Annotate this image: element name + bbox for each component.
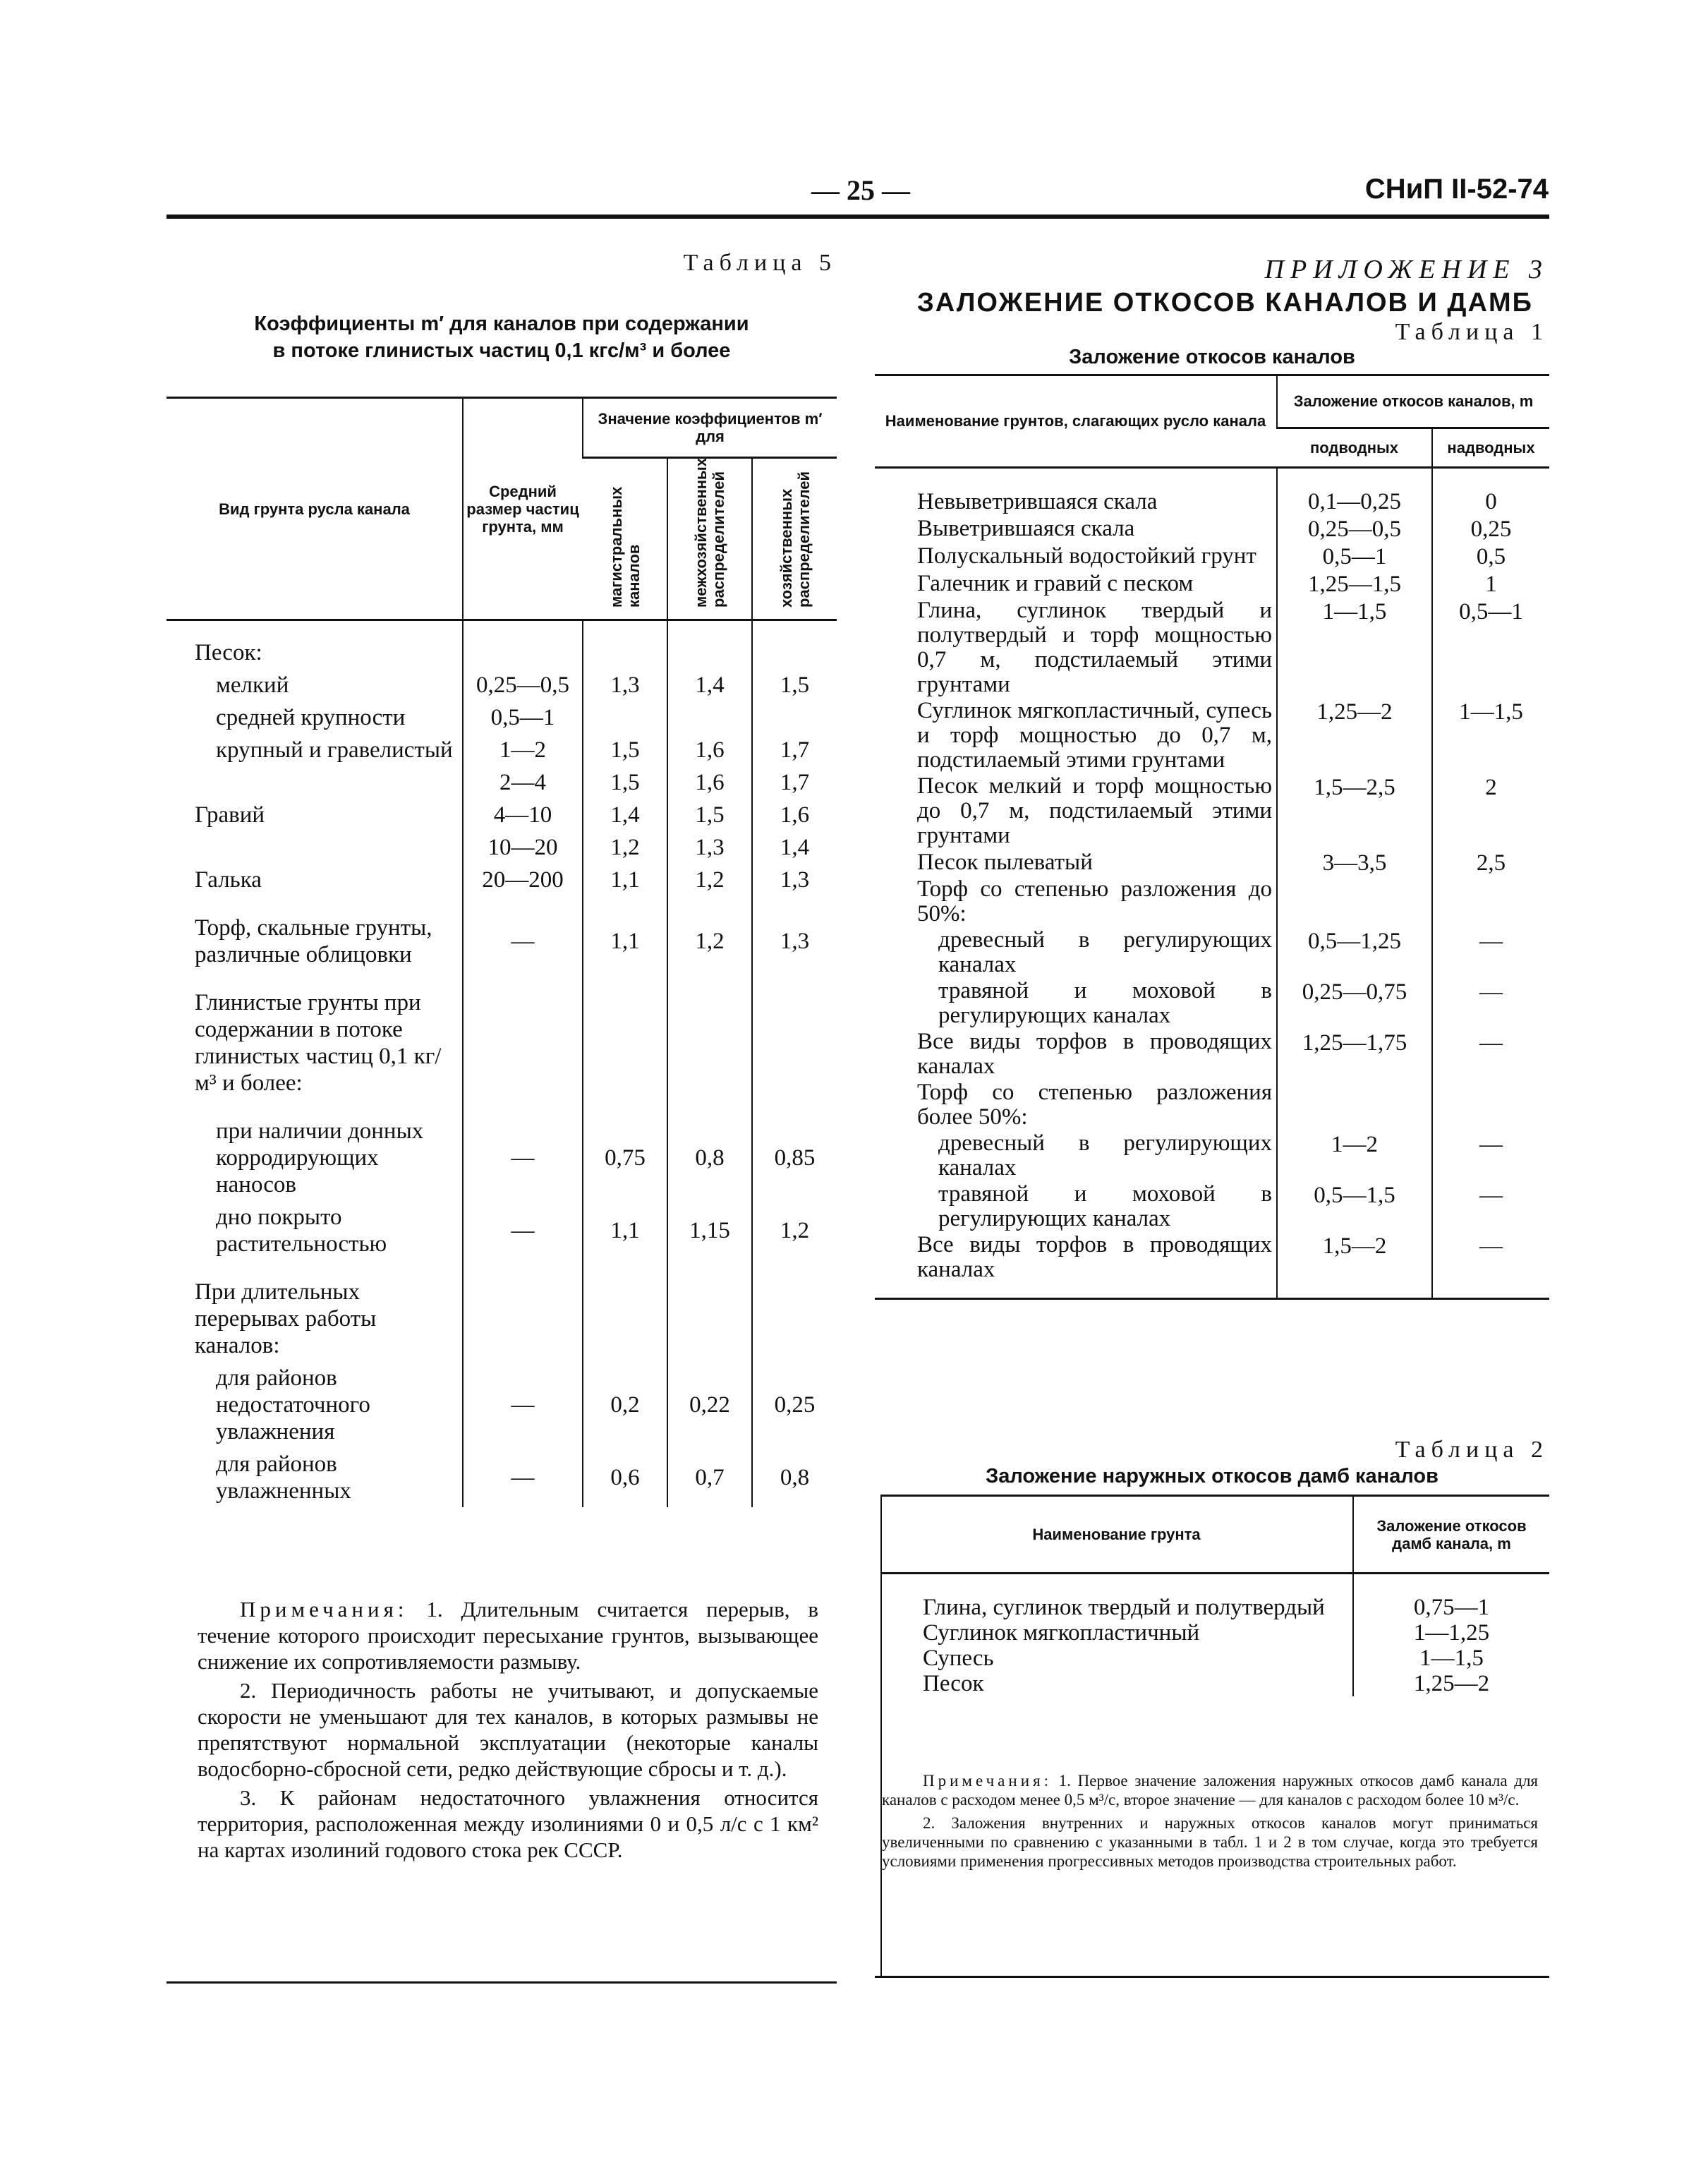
row-coef-farm: 0,8	[752, 1448, 837, 1507]
row-coef-inter	[667, 971, 752, 1099]
page-number: — 25 —	[811, 174, 910, 206]
row-above-water: 2	[1432, 773, 1549, 849]
table-row	[166, 971, 837, 1099]
row-above-water: —	[1432, 1029, 1549, 1080]
table1-label: Таблица 1	[1395, 319, 1549, 345]
row-particle-size: —	[463, 1201, 583, 1260]
table-row	[875, 876, 1549, 927]
table2-notes	[882, 1771, 1538, 1875]
row-above-water: —	[1432, 1130, 1549, 1181]
row-coef-farm: 1,4	[752, 831, 837, 864]
table-row	[166, 766, 837, 799]
row-soil-name: Выветрившаяся скала	[917, 516, 1135, 541]
col-underwater: подводных	[1277, 428, 1432, 468]
row-particle-size: —	[463, 1099, 583, 1201]
table5-notes	[198, 1596, 818, 1866]
row-coef-main	[583, 701, 667, 734]
table-row	[875, 978, 1549, 1029]
row-soil-name: травяной и моховой в регулирующих каналах	[938, 978, 1272, 1028]
table5-title-line2: в потоке глинистых частиц 0,1 кгс/м³ и более	[272, 339, 731, 362]
row-soil-name: Все виды торфов в проводящих каналах	[917, 1029, 1272, 1079]
row-underwater: 1,25—1,5	[1277, 570, 1432, 598]
row-coef-inter	[667, 701, 752, 734]
row-underwater: 1—2	[1277, 1130, 1432, 1181]
row-coef-farm	[752, 971, 837, 1099]
table-row	[166, 896, 837, 971]
row-soil-name: средней крупности	[216, 705, 406, 730]
note-2: 2. Периодичность работы не учитывают, и допускаемые скорости не уменьшают для тех каналов, в которых размывы не препятствуют нормальной эксплуатации (некоторые каналы водосборно-сбросной сети, редко действующие сбросы и т. д.).	[198, 1678, 818, 1781]
row-soil-name: древесный в регулирующих каналах	[938, 927, 1272, 977]
row-above-water: 0,5	[1432, 543, 1549, 570]
row-particle-size: 0,5—1	[463, 701, 583, 734]
row-soil-name: Галечник и гравий с песком	[917, 571, 1194, 596]
row-above-water: —	[1432, 927, 1549, 978]
row-above-water	[1432, 876, 1549, 927]
row-soil-name: мелкий	[216, 672, 289, 698]
row-coef-farm: 0,25	[752, 1362, 837, 1448]
left-bottom-rule	[166, 1981, 837, 1984]
col-main-canals: магистральных каналов	[583, 458, 667, 620]
row-soil-name	[166, 831, 463, 864]
table5-title	[166, 310, 837, 364]
table-row	[166, 864, 837, 896]
row-underwater: 1,5—2,5	[1277, 773, 1432, 849]
row-coef-farm: 1,5	[752, 669, 837, 701]
col-soil: Наименование грунта	[880, 1496, 1353, 1574]
row-dam-slope: 1—1,25	[1353, 1620, 1549, 1646]
row-soil-name: крупный и гравелистый	[216, 737, 453, 763]
row-underwater: 0,25—0,5	[1277, 515, 1432, 543]
row-particle-size: —	[463, 1362, 583, 1448]
row-particle-size	[463, 1260, 583, 1362]
table-row	[880, 1620, 1549, 1646]
col-coef-group: Значение коэффициентов m′ для	[583, 398, 837, 458]
table1	[875, 374, 1549, 1300]
table-row	[875, 543, 1549, 570]
row-coef-main	[583, 1260, 667, 1362]
row-dam-slope: 0,75—1	[1353, 1574, 1549, 1621]
col-soil-type: Вид грунта русла канала	[166, 398, 463, 620]
row-coef-farm: 1,3	[752, 864, 837, 896]
table-row	[880, 1574, 1549, 1621]
row-underwater: 1—1,5	[1277, 598, 1432, 698]
row-coef-main: 1,4	[583, 799, 667, 831]
table-row	[880, 1646, 1549, 1671]
row-soil-name: При длительных перерывах работы каналов:	[195, 1279, 377, 1358]
row-coef-farm	[752, 620, 837, 670]
row-particle-size: 1—2	[463, 734, 583, 766]
row-underwater: 3—3,5	[1277, 849, 1432, 876]
row-coef-main: 0,75	[583, 1099, 667, 1201]
row-coef-inter: 0,8	[667, 1099, 752, 1201]
row-soil-name: для районов увлажненных	[216, 1451, 351, 1504]
row-coef-farm: 0,85	[752, 1099, 837, 1201]
row-soil-name: Гравий	[195, 802, 265, 828]
table-row	[166, 1099, 837, 1201]
row-underwater: 0,5—1	[1277, 543, 1432, 570]
row-coef-inter: 0,7	[667, 1448, 752, 1507]
row-coef-inter: 1,6	[667, 766, 752, 799]
table-row	[875, 927, 1549, 978]
row-coef-inter: 1,3	[667, 831, 752, 864]
row-particle-size: 4—10	[463, 799, 583, 831]
row-particle-size: 2—4	[463, 766, 583, 799]
row-coef-farm: 1,7	[752, 766, 837, 799]
row-coef-inter: 1,15	[667, 1201, 752, 1260]
row-underwater: 1,25—1,75	[1277, 1029, 1432, 1080]
table1-title: Заложение откосов каналов	[1069, 346, 1355, 368]
table-row	[166, 701, 837, 734]
row-particle-size: 0,25—0,5	[463, 669, 583, 701]
row-soil-name: при наличии донных корродирующих наносов	[216, 1118, 424, 1197]
table-row	[875, 515, 1549, 543]
table-row	[166, 620, 837, 670]
row-coef-main	[583, 971, 667, 1099]
row-soil-name: Суглинок мягкопластичный, супесь и торф мощностью до 0,7 м, подстилаемый этими грунтами	[917, 698, 1272, 773]
row-coef-farm	[752, 1260, 837, 1362]
table2	[880, 1495, 1549, 1696]
row-soil-name: Глина, суглинок твердый и полутвердый	[923, 1595, 1325, 1620]
row-soil-name: Суглинок мягкопластичный	[923, 1620, 1200, 1646]
table-row	[875, 773, 1549, 849]
row-soil-name: Торф, скальные грунты, различные облицовки	[195, 915, 432, 967]
row-soil-name: Песок:	[195, 640, 262, 665]
table-row	[875, 698, 1549, 773]
row-above-water: —	[1432, 1232, 1549, 1299]
row-coef-inter: 1,2	[667, 864, 752, 896]
row-particle-size: —	[463, 896, 583, 971]
row-above-water: 2,5	[1432, 849, 1549, 876]
note-2: 2. Заложения внутренних и наружных откосов каналов могут приниматься увеличенными по сравнению с указанными в табл. 1 и 2 в том случае, когда это требуется условиями применения прогрессивных методов производства строительных работ.	[882, 1814, 1538, 1870]
row-underwater: 1,25—2	[1277, 698, 1432, 773]
col-inter-farm: межхозяйственных распределителей	[667, 458, 752, 620]
table2-label: Таблица 2	[1395, 1437, 1549, 1463]
table2-left-rule	[880, 1495, 882, 1977]
row-coef-farm: 1,7	[752, 734, 837, 766]
appendix-title: ЗАЛОЖЕНИЕ ОТКОСОВ КАНАЛОВ И ДАМБ	[917, 288, 1533, 318]
row-coef-farm: 1,3	[752, 896, 837, 971]
row-above-water	[1432, 1080, 1549, 1130]
table-row	[875, 1232, 1549, 1299]
row-coef-main: 1,2	[583, 831, 667, 864]
row-particle-size: 10—20	[463, 831, 583, 864]
row-particle-size	[463, 620, 583, 670]
row-coef-main: 1,5	[583, 766, 667, 799]
table-row	[875, 1029, 1549, 1080]
row-coef-main: 1,5	[583, 734, 667, 766]
row-particle-size	[463, 971, 583, 1099]
row-soil-name: Глинистые грунты при содержании в потоке глинистых частиц 0,1 кг/м³ и более:	[195, 990, 442, 1096]
row-above-water: 0	[1432, 468, 1549, 516]
row-coef-main	[583, 620, 667, 670]
table-row	[166, 1362, 837, 1448]
table-row	[875, 849, 1549, 876]
document-code: СНиП II-52-74	[1364, 174, 1549, 205]
row-coef-main: 1,1	[583, 1201, 667, 1260]
table-row	[166, 669, 837, 701]
note-3: 3. К районам недостаточного увлажнения относится территория, расположенная между изолиниями 0 и 0,5 л/с с 1 км² на картах изолиний годового стока рек СССР.	[198, 1785, 818, 1862]
row-soil-name: Глина, суглинок твердый и полутвердый и торф мощностью 0,7 м, подстилаемый этими грунтами	[917, 598, 1272, 697]
row-coef-main: 0,6	[583, 1448, 667, 1507]
row-soil-name	[166, 766, 463, 799]
row-coef-main: 1,1	[583, 896, 667, 971]
row-soil-name: древесный в регулирующих каналах	[938, 1130, 1272, 1181]
row-coef-inter	[667, 620, 752, 670]
row-above-water: 1	[1432, 570, 1549, 598]
row-soil-name: Песок	[923, 1671, 984, 1696]
col-farm: хозяйственных распределителей	[752, 458, 837, 620]
row-soil-name: Галька	[195, 867, 262, 893]
row-coef-inter: 1,6	[667, 734, 752, 766]
row-coef-inter: 1,4	[667, 669, 752, 701]
row-underwater	[1277, 1080, 1432, 1130]
table-row	[166, 831, 837, 864]
row-soil-name: Песок пылеватый	[917, 850, 1093, 875]
table5-title-line1: Коэффициенты m′ для каналов при содержании	[254, 313, 749, 335]
row-underwater: 0,5—1,25	[1277, 927, 1432, 978]
row-coef-farm: 1,6	[752, 799, 837, 831]
row-dam-slope: 1—1,5	[1353, 1646, 1549, 1671]
col-soil-name: Наименование грунтов, слагающих русло канала	[875, 375, 1277, 468]
row-particle-size: 20—200	[463, 864, 583, 896]
note-1: 1. Длительным считается перерыв, в течение которого происходит пересыхание грунтов, вызывающее снижение их сопротивляемости размыву.	[198, 1597, 818, 1674]
col-particle-size: Средний размер частиц грунта, мм	[463, 398, 583, 620]
table-row	[166, 1201, 837, 1260]
row-soil-name: дно покрыто растительностью	[216, 1205, 387, 1257]
col-dam-slope: Заложение откосов дамб канала, m	[1353, 1496, 1549, 1574]
note-1: 1. Первое значение заложения наружных откосов дамб канала для каналов с расходом менее 0,5 м³/с, второе значение — для каналов с расходом более 10 м³/с.	[882, 1772, 1539, 1809]
table-row	[880, 1671, 1549, 1696]
row-coef-inter: 1,2	[667, 896, 752, 971]
row-above-water: —	[1432, 978, 1549, 1029]
table-row	[875, 1130, 1549, 1181]
row-underwater: 0,25—0,75	[1277, 978, 1432, 1029]
row-soil-name: Все виды торфов в проводящих каналах	[875, 1232, 1277, 1299]
col-slope-group: Заложение откосов каналов, m	[1277, 375, 1549, 428]
row-soil-name: Невыветрившаяся скала	[917, 489, 1158, 514]
row-soil-name: Песок мелкий и торф мощностью до 0,7 м, подстилаемый этими грунтами	[917, 773, 1272, 848]
row-dam-slope: 1,25—2	[1353, 1671, 1549, 1696]
row-coef-farm	[752, 701, 837, 734]
row-soil-name: Торф со степенью разложения более 50%:	[917, 1080, 1272, 1130]
row-coef-inter	[667, 1260, 752, 1362]
row-underwater: 1,5—2	[1277, 1232, 1432, 1299]
table-row	[875, 598, 1549, 698]
row-underwater: 0,5—1,5	[1277, 1181, 1432, 1232]
row-coef-main: 0,2	[583, 1362, 667, 1448]
row-soil-name: Торф со степенью разложения до 50%:	[917, 876, 1272, 926]
row-underwater: 0,1—0,25	[1277, 468, 1432, 516]
table-row	[166, 1448, 837, 1507]
row-above-water: 1—1,5	[1432, 698, 1549, 773]
row-particle-size: —	[463, 1448, 583, 1507]
row-underwater	[1277, 876, 1432, 927]
row-coef-inter: 1,5	[667, 799, 752, 831]
table-row	[166, 734, 837, 766]
table-row	[166, 1260, 837, 1362]
row-soil-name: травяной и моховой в регулирующих каналах	[938, 1181, 1272, 1231]
table-row	[875, 1080, 1549, 1130]
table-row	[875, 570, 1549, 598]
row-above-water: —	[1432, 1181, 1549, 1232]
table2-title: Заложение наружных откосов дамб каналов	[986, 1465, 1439, 1487]
notes-label: Примечания:	[240, 1597, 408, 1622]
row-coef-inter: 0,22	[667, 1362, 752, 1448]
table-row	[875, 468, 1549, 516]
row-soil-name: для районов недостаточного увлажнения	[216, 1365, 370, 1444]
row-coef-main: 1,3	[583, 669, 667, 701]
row-above-water: 0,25	[1432, 515, 1549, 543]
header-rule	[166, 215, 1549, 219]
appendix-label: ПРИЛОЖЕНИЕ 3	[1264, 255, 1549, 284]
row-soil-name: Супесь	[923, 1646, 994, 1671]
table5-label: Таблица 5	[683, 250, 837, 276]
row-soil-name: Полускальный водостойкий грунт	[917, 543, 1256, 569]
table-row	[875, 1181, 1549, 1232]
right-bottom-rule	[875, 1976, 1549, 1978]
row-above-water: 0,5—1	[1432, 598, 1549, 698]
col-above-water: надводных	[1432, 428, 1549, 468]
row-coef-main: 1,1	[583, 864, 667, 896]
row-coef-farm: 1,2	[752, 1201, 837, 1260]
table-row	[166, 799, 837, 831]
notes-label: Примечания:	[923, 1772, 1052, 1789]
